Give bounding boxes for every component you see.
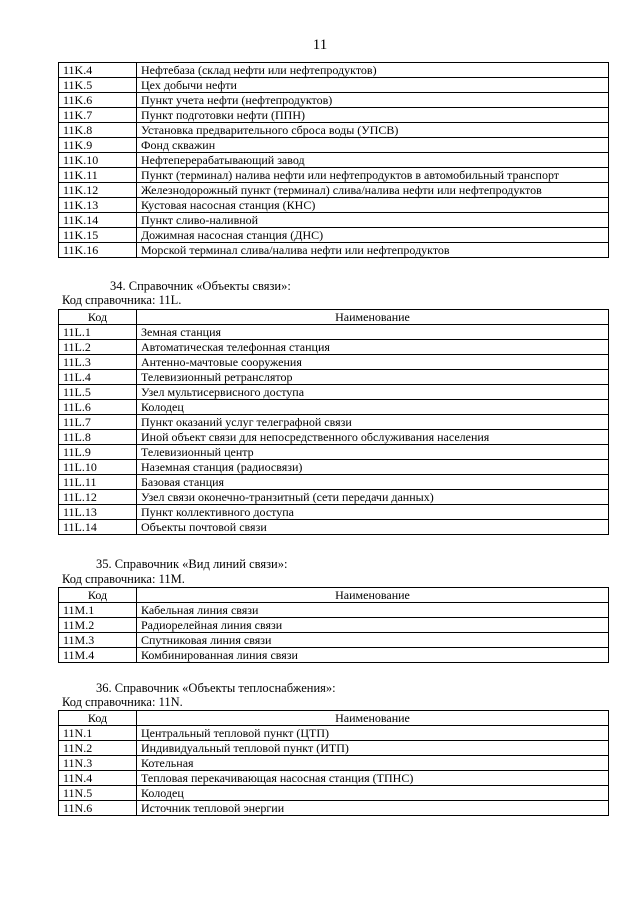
table-row [59, 603, 609, 618]
table-row [59, 183, 609, 198]
code-cell: 11L.7 [59, 415, 137, 430]
name-cell: Источник тепловой энергии [137, 801, 609, 816]
code-cell: 11L.9 [59, 445, 137, 460]
table-row [59, 633, 609, 648]
code-cell: 11L.8 [59, 430, 137, 445]
table-row [59, 430, 609, 445]
table-row [59, 93, 609, 108]
table-row [59, 325, 609, 340]
table-row [59, 726, 609, 741]
name-cell: Пункт подготовки нефти (ППН) [137, 108, 609, 123]
name-cell: Радиорелейная линия связи [137, 618, 609, 633]
table-row [59, 228, 609, 243]
table-row [59, 400, 609, 415]
section-36-title: 36. Справочник «Объекты теплоснабжения»: [96, 681, 336, 695]
code-cell: 11M.4 [59, 648, 137, 663]
table-11k [58, 62, 609, 258]
table-row [59, 801, 609, 816]
code-cell: 11L.2 [59, 340, 137, 355]
name-cell: Комбинированная линия связи [137, 648, 609, 663]
table-row [59, 771, 609, 786]
code-cell: 11N.2 [59, 741, 137, 756]
table-row [59, 108, 609, 123]
code-cell: 11K.6 [59, 93, 137, 108]
header-code: Код [59, 310, 137, 325]
name-cell: Узел связи оконечно-транзитный (сети передачи данных) [137, 490, 609, 505]
name-cell: Железнодорожный пункт (терминал) слива/налива нефти или нефтепродуктов [137, 183, 609, 198]
name-cell: Иной объект связи для непосредственного обслуживания населения [137, 430, 609, 445]
table-row [59, 786, 609, 801]
code-cell: 11K.12 [59, 183, 137, 198]
code-cell: 11K.11 [59, 168, 137, 183]
code-cell: 11K.7 [59, 108, 137, 123]
header-name: Наименование [137, 310, 609, 325]
table-row [59, 385, 609, 400]
name-cell: Колодец [137, 400, 609, 415]
table-row [59, 78, 609, 93]
name-cell: Объекты почтовой связи [137, 520, 609, 535]
page-number: 11 [312, 37, 328, 53]
table-row [59, 370, 609, 385]
table-row [59, 520, 609, 535]
table-row [59, 415, 609, 430]
name-cell: Нефтеперерабатывающий завод [137, 153, 609, 168]
table-11m [58, 587, 609, 663]
code-cell: 11K.15 [59, 228, 137, 243]
header-name: Наименование [137, 588, 609, 603]
name-cell: Пункт учета нефти (нефтепродуктов) [137, 93, 609, 108]
code-cell: 11N.5 [59, 786, 137, 801]
table-row [59, 153, 609, 168]
section-36-code: Код справочника: 11N. [62, 695, 183, 709]
table-row [59, 243, 609, 258]
code-cell: 11M.3 [59, 633, 137, 648]
table-row [59, 756, 609, 771]
code-cell: 11L.14 [59, 520, 137, 535]
code-cell: 11L.11 [59, 475, 137, 490]
code-cell: 11K.10 [59, 153, 137, 168]
code-cell: 11K.14 [59, 213, 137, 228]
header-name: Наименование [137, 711, 609, 726]
code-cell: 11K.9 [59, 138, 137, 153]
table-row [59, 648, 609, 663]
name-cell: Узел мультисервисного доступа [137, 385, 609, 400]
code-cell: 11K.8 [59, 123, 137, 138]
table-header-row [59, 588, 609, 603]
table-row [59, 138, 609, 153]
name-cell: Пункт (терминал) налива нефти или нефтепродуктов в автомобильный транспорт [137, 168, 609, 183]
header-code: Код [59, 711, 137, 726]
section-34-title: 34. Справочник «Объекты связи»: [110, 279, 291, 293]
section-35-title: 35. Справочник «Вид линий связи»: [96, 557, 288, 571]
table-header-row [59, 711, 609, 726]
code-cell: 11L.13 [59, 505, 137, 520]
table-11n [58, 710, 609, 816]
code-cell: 11K.16 [59, 243, 137, 258]
table-row [59, 460, 609, 475]
code-cell: 11M.1 [59, 603, 137, 618]
table-header-row [59, 310, 609, 325]
name-cell: Земная станция [137, 325, 609, 340]
name-cell: Автоматическая телефонная станция [137, 340, 609, 355]
code-cell: 11L.1 [59, 325, 137, 340]
name-cell: Фонд скважин [137, 138, 609, 153]
name-cell: Пункт сливо-наливной [137, 213, 609, 228]
table-row [59, 355, 609, 370]
table-row [59, 123, 609, 138]
name-cell: Кабельная линия связи [137, 603, 609, 618]
code-cell: 11L.5 [59, 385, 137, 400]
code-cell: 11N.6 [59, 801, 137, 816]
name-cell: Телевизионный центр [137, 445, 609, 460]
name-cell: Кустовая насосная станция (КНС) [137, 198, 609, 213]
section-35-code: Код справочника: 11M. [62, 572, 185, 586]
code-cell: 11L.12 [59, 490, 137, 505]
name-cell: Индивидуальный тепловой пункт (ИТП) [137, 741, 609, 756]
name-cell: Наземная станция (радиосвязи) [137, 460, 609, 475]
header-code: Код [59, 588, 137, 603]
name-cell: Тепловая перекачивающая насосная станция (ТПНС) [137, 771, 609, 786]
name-cell: Установка предварительного сброса воды (УПСВ) [137, 123, 609, 138]
code-cell: 11N.4 [59, 771, 137, 786]
code-cell: 11N.3 [59, 756, 137, 771]
name-cell: Дожимная насосная станция (ДНС) [137, 228, 609, 243]
code-cell: 11K.13 [59, 198, 137, 213]
section-34-code: Код справочника: 11L. [62, 293, 182, 307]
name-cell: Пункт оказаний услуг телеграфной связи [137, 415, 609, 430]
table-row [59, 340, 609, 355]
name-cell: Котельная [137, 756, 609, 771]
table-row [59, 445, 609, 460]
name-cell: Нефтебаза (склад нефти или нефтепродуктов) [137, 63, 609, 78]
name-cell: Антенно-мачтовые сооружения [137, 355, 609, 370]
code-cell: 11K.4 [59, 63, 137, 78]
name-cell: Центральный тепловой пункт (ЦТП) [137, 726, 609, 741]
code-cell: 11L.4 [59, 370, 137, 385]
table-row [59, 213, 609, 228]
name-cell: Колодец [137, 786, 609, 801]
name-cell: Телевизионный ретранслятор [137, 370, 609, 385]
code-cell: 11K.5 [59, 78, 137, 93]
code-cell: 11N.1 [59, 726, 137, 741]
table-row [59, 490, 609, 505]
table-row [59, 63, 609, 78]
name-cell: Базовая станция [137, 475, 609, 490]
table-body [59, 63, 609, 258]
code-cell: 11L.3 [59, 355, 137, 370]
name-cell: Пункт коллективного доступа [137, 505, 609, 520]
table-row [59, 618, 609, 633]
code-cell: 11L.10 [59, 460, 137, 475]
table-row [59, 741, 609, 756]
name-cell: Цех добычи нефти [137, 78, 609, 93]
code-cell: 11L.6 [59, 400, 137, 415]
table-row [59, 505, 609, 520]
name-cell: Морской терминал слива/налива нефти или нефтепродуктов [137, 243, 609, 258]
table-row [59, 475, 609, 490]
code-cell: 11M.2 [59, 618, 137, 633]
table-11l [58, 309, 609, 535]
name-cell: Спутниковая линия связи [137, 633, 609, 648]
table-row [59, 198, 609, 213]
table-row [59, 168, 609, 183]
